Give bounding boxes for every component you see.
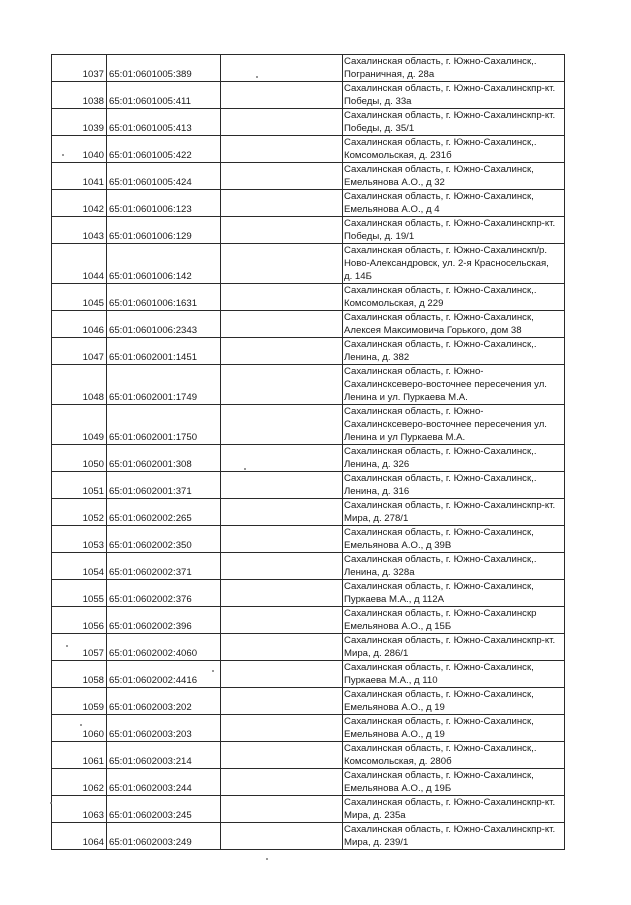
cadastral-number: 65:01:0602001:1451 [107, 338, 221, 365]
table-row [52, 499, 565, 526]
cadastral-number: 65:01:0602001:1749 [107, 365, 221, 405]
empty-cell [221, 82, 343, 109]
address-cell [343, 472, 565, 499]
address-cell [343, 136, 565, 163]
table-row [52, 405, 565, 445]
table-row [52, 311, 565, 338]
address-line: Пуркаева М.А., д 110 [344, 675, 438, 686]
table-row [52, 634, 565, 661]
cadastral-number: 65:01:0602001:371 [107, 472, 221, 499]
address-cell [343, 284, 565, 311]
empty-cell [221, 338, 343, 365]
row-number: 1045 [52, 284, 107, 311]
row-number: 1046 [52, 311, 107, 338]
empty-cell [221, 365, 343, 405]
address-line: Емельянова А.О., д 19Б [344, 783, 452, 794]
address-line: Сахалинская область, г. Южно-Сахалинск, [344, 689, 534, 700]
table-row [52, 661, 565, 688]
empty-cell [221, 136, 343, 163]
address-line: Сахалинская область, г. Южно-Сахалинск, [344, 191, 534, 202]
address-cell [343, 109, 565, 136]
table-row [52, 217, 565, 244]
address-cell [343, 217, 565, 244]
row-number: 1043 [52, 217, 107, 244]
address-cell [343, 661, 565, 688]
row-number: 1053 [52, 526, 107, 553]
property-table [51, 54, 565, 850]
empty-cell [221, 445, 343, 472]
address-line: Емельянова А.О., д 32 [344, 177, 445, 188]
address-line: Емельянова А.О., д 4 [344, 204, 440, 215]
address-cell [343, 553, 565, 580]
table-row [52, 823, 565, 850]
address-line: Сахалинская область, г. Южно-Сахалинск, [344, 164, 534, 175]
row-number: 1056 [52, 607, 107, 634]
address-line: Ленина, д. 316 [344, 486, 410, 497]
empty-cell [221, 55, 343, 82]
scan-speck [256, 76, 258, 78]
table-row [52, 163, 565, 190]
table-row [52, 742, 565, 769]
address-line: Сахалинская область, г. Южно-Сахалинск,. [344, 473, 537, 484]
cadastral-number: 65:01:0602002:265 [107, 499, 221, 526]
table-row [52, 796, 565, 823]
address-cell [343, 405, 565, 445]
table-row [52, 607, 565, 634]
address-line: Сахалинская область, г. Южно-Сахалинск, [344, 312, 534, 323]
address-line: д. 14Б [344, 271, 372, 282]
table-row [52, 284, 565, 311]
address-line: Сахалинская область, г. Южно- [344, 366, 484, 377]
cadastral-number: 65:01:0602003:249 [107, 823, 221, 850]
address-line: Ленина и ул Пуркаева М.А. [344, 432, 466, 443]
row-number: 1044 [52, 244, 107, 284]
address-line: Сахалинсксеверо-восточнее пересечения ул. [344, 379, 547, 390]
address-line: Сахалинская область, г. Южно- [344, 406, 484, 417]
row-number: 1054 [52, 553, 107, 580]
row-number: 1037 [52, 55, 107, 82]
empty-cell [221, 109, 343, 136]
empty-cell [221, 405, 343, 445]
address-line: Сахалинская область, г. Южно-Сахалинскр [344, 608, 537, 619]
empty-cell [221, 580, 343, 607]
empty-cell [221, 688, 343, 715]
empty-cell [221, 244, 343, 284]
address-line: Комсомольская, д 229 [344, 298, 444, 309]
address-line: Ленина, д. 328а [344, 567, 415, 578]
address-line: Сахалинская область, г. Южно-Сахалинскпр-кт. [344, 797, 556, 808]
table-row [52, 769, 565, 796]
address-line: Мира, д. 278/1 [344, 513, 409, 524]
row-number: 1062 [52, 769, 107, 796]
address-cell [343, 769, 565, 796]
address-line: Победы, д. 19/1 [344, 231, 415, 242]
cadastral-number: 65:01:0602003:244 [107, 769, 221, 796]
table-row [52, 445, 565, 472]
address-cell [343, 244, 565, 284]
address-line: Емельянова А.О., д 39В [344, 540, 452, 551]
address-line: Сахалинская область, г. Южно-Сахалинск,. [344, 446, 537, 457]
cadastral-number: 65:01:0602002:4060 [107, 634, 221, 661]
row-number: 1058 [52, 661, 107, 688]
address-line: Сахалинская область, г. Южно-Сахалинск,. [344, 285, 537, 296]
address-line: Ново-Александровск, ул. 2-я Красносельская, [344, 258, 549, 269]
row-number: 1057 [52, 634, 107, 661]
address-line: Емельянова А.О., д 19 [344, 702, 445, 713]
address-line: Емельянова А.О., д 19 [344, 729, 445, 740]
address-line: Сахалинская область, г. Южно-Сахалинскпр-кт. [344, 500, 556, 511]
empty-cell [221, 607, 343, 634]
cadastral-number: 65:01:0602002:396 [107, 607, 221, 634]
row-number: 1039 [52, 109, 107, 136]
cadastral-number: 65:01:0602002:350 [107, 526, 221, 553]
cadastral-number: 65:01:0601006:129 [107, 217, 221, 244]
address-line: Сахалинская область, г. Южно-Сахалинск,. [344, 339, 537, 350]
address-line: Сахалинская область, г. Южно-Сахалинск, [344, 527, 534, 538]
address-line: Алексея Максимовича Горького, дом 38 [344, 325, 522, 336]
empty-cell [221, 163, 343, 190]
cadastral-number: 65:01:0601005:413 [107, 109, 221, 136]
address-line: Пуркаева М.А., д 112А [344, 594, 444, 605]
address-cell [343, 311, 565, 338]
address-line: Победы, д. 35/1 [344, 123, 415, 134]
address-cell [343, 499, 565, 526]
scan-speck [266, 858, 268, 860]
address-cell [343, 338, 565, 365]
cadastral-number: 65:01:0602003:214 [107, 742, 221, 769]
row-number: 1047 [52, 338, 107, 365]
row-number: 1050 [52, 445, 107, 472]
address-cell [343, 190, 565, 217]
empty-cell [221, 499, 343, 526]
scan-speck [66, 645, 68, 647]
address-cell [343, 82, 565, 109]
address-line: Мира, д. 235а [344, 810, 406, 821]
empty-cell [221, 553, 343, 580]
table-row [52, 55, 565, 82]
address-line: Ленина, д. 382 [344, 352, 410, 363]
address-line: Сахалинская область, г. Южно-Сахалинскп/р. [344, 245, 548, 256]
cadastral-number: 65:01:0601006:2343 [107, 311, 221, 338]
table-row [52, 472, 565, 499]
empty-cell [221, 634, 343, 661]
empty-cell [221, 769, 343, 796]
cadastral-number: 65:01:0602002:4416 [107, 661, 221, 688]
scan-speck [50, 802, 52, 804]
empty-cell [221, 190, 343, 217]
cadastral-number: 65:01:0601006:123 [107, 190, 221, 217]
address-cell [343, 163, 565, 190]
empty-cell [221, 217, 343, 244]
cadastral-number: 65:01:0602002:376 [107, 580, 221, 607]
row-number: 1060 [52, 715, 107, 742]
row-number: 1055 [52, 580, 107, 607]
address-cell [343, 580, 565, 607]
address-line: Ленина, д. 326 [344, 459, 410, 470]
address-cell [343, 55, 565, 82]
table-row [52, 338, 565, 365]
row-number: 1064 [52, 823, 107, 850]
empty-cell [221, 311, 343, 338]
row-number: 1061 [52, 742, 107, 769]
table-row [52, 553, 565, 580]
empty-cell [221, 526, 343, 553]
address-line: Сахалинсксеверо-восточнее пересечения ул. [344, 419, 547, 430]
address-line: Сахалинская область, г. Южно-Сахалинск, [344, 716, 534, 727]
table-row [52, 244, 565, 284]
address-cell [343, 607, 565, 634]
table-row [52, 82, 565, 109]
row-number: 1059 [52, 688, 107, 715]
address-line: Сахалинская область, г. Южно-Сахалинскпр-кт. [344, 635, 556, 646]
address-line: Сахалинская область, г. Южно-Сахалинск,. [344, 554, 537, 565]
cadastral-number: 65:01:0602003:245 [107, 796, 221, 823]
empty-cell [221, 472, 343, 499]
address-cell [343, 526, 565, 553]
address-cell [343, 688, 565, 715]
row-number: 1049 [52, 405, 107, 445]
address-cell [343, 445, 565, 472]
address-line: Сахалинская область, г. Южно-Сахалинскпр-кт. [344, 824, 556, 835]
scan-speck [62, 154, 64, 156]
empty-cell [221, 823, 343, 850]
address-cell [343, 715, 565, 742]
address-line: Сахалинская область, г. Южно-Сахалинскпр-кт. [344, 218, 556, 229]
table-row [52, 109, 565, 136]
address-line: Сахалинская область, г. Южно-Сахалинск, [344, 770, 534, 781]
empty-cell [221, 715, 343, 742]
empty-cell [221, 661, 343, 688]
scan-speck [80, 724, 82, 726]
row-number: 1052 [52, 499, 107, 526]
cadastral-number: 65:01:0602002:371 [107, 553, 221, 580]
cadastral-number: 65:01:0601005:389 [107, 55, 221, 82]
cadastral-number: 65:01:0601005:424 [107, 163, 221, 190]
address-line: Сахалинская область, г. Южно-Сахалинск,. [344, 56, 537, 67]
table-row [52, 365, 565, 405]
table-row [52, 715, 565, 742]
address-line: Сахалинская область, г. Южно-Сахалинскпр-кт. [344, 83, 556, 94]
row-number: 1051 [52, 472, 107, 499]
address-line: Емельянова А.О., д 15Б [344, 621, 452, 632]
address-line: Комсомольская, д. 280б [344, 756, 452, 767]
address-line: Сахалинская область, г. Южно-Сахалинск,. [344, 743, 537, 754]
row-number: 1042 [52, 190, 107, 217]
address-cell [343, 365, 565, 405]
table-row [52, 688, 565, 715]
address-line: Сахалинская область, г. Южно-Сахалинск, [344, 581, 534, 592]
address-cell [343, 634, 565, 661]
table-row [52, 526, 565, 553]
cadastral-number: 65:01:0602001:1750 [107, 405, 221, 445]
address-line: Сахалинская область, г. Южно-Сахалинск, [344, 662, 534, 673]
table-body [52, 55, 565, 850]
address-line: Пограничная, д. 28а [344, 69, 435, 80]
scan-speck [244, 468, 246, 470]
address-line: Ленина и ул. Пуркаева М.А. [344, 392, 468, 403]
empty-cell [221, 284, 343, 311]
row-number: 1041 [52, 163, 107, 190]
table-row [52, 190, 565, 217]
empty-cell [221, 742, 343, 769]
row-number: 1048 [52, 365, 107, 405]
address-cell [343, 742, 565, 769]
address-line: Победы, д. 33а [344, 96, 412, 107]
row-number: 1038 [52, 82, 107, 109]
cadastral-number: 65:01:0602003:202 [107, 688, 221, 715]
cadastral-number: 65:01:0601005:411 [107, 82, 221, 109]
scan-speck [212, 670, 214, 672]
row-number: 1063 [52, 796, 107, 823]
cadastral-number: 65:01:0601005:422 [107, 136, 221, 163]
address-line: Мира, д. 286/1 [344, 648, 409, 659]
address-cell [343, 823, 565, 850]
empty-cell [221, 796, 343, 823]
address-line: Комсомольская, д. 231б [344, 150, 452, 161]
cadastral-number: 65:01:0602001:308 [107, 445, 221, 472]
table-row [52, 580, 565, 607]
row-number: 1040 [52, 136, 107, 163]
address-line: Мира, д. 239/1 [344, 837, 409, 848]
cadastral-number: 65:01:0602003:203 [107, 715, 221, 742]
address-line: Сахалинская область, г. Южно-Сахалинскпр-кт. [344, 110, 556, 121]
table-row [52, 136, 565, 163]
address-line: Сахалинская область, г. Южно-Сахалинск,. [344, 137, 537, 148]
address-cell [343, 796, 565, 823]
cadastral-number: 65:01:0601006:1631 [107, 284, 221, 311]
cadastral-number: 65:01:0601006:142 [107, 244, 221, 284]
